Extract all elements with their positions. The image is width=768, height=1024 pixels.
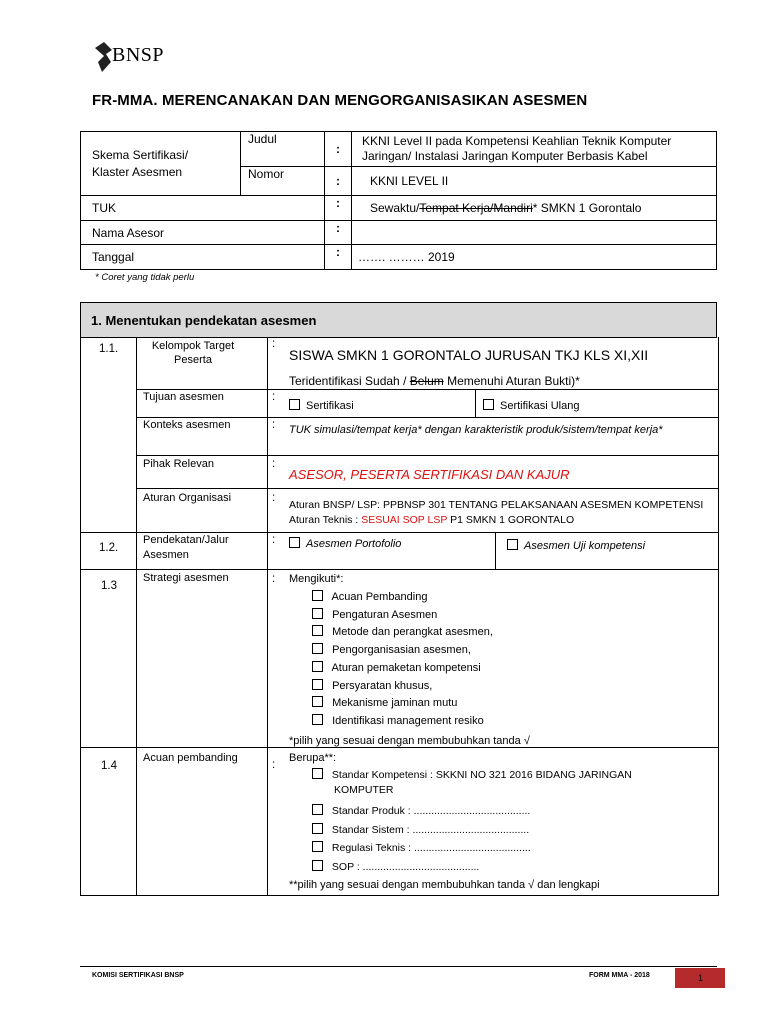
strategi-label: Strategi asesmen — [143, 572, 229, 584]
checkbox-icon[interactable] — [289, 537, 300, 548]
item-label: Identifikasi management resiko — [332, 714, 484, 727]
aturan-teknis-rest: P1 SMKN 1 GORONTALO — [447, 514, 575, 526]
nomor-value[interactable]: KKNI LEVEL II — [370, 174, 449, 188]
acuan-item[interactable] — [312, 839, 531, 858]
item-label: Mekanisme jaminan mutu — [332, 697, 458, 710]
header-table — [80, 131, 717, 270]
strategi-item[interactable] — [312, 642, 493, 660]
tanggal-label: Tanggal — [92, 250, 135, 264]
target-value[interactable]: SISWA SMKN 1 GORONTALO JURUSAN TKJ KLS XI,XII — [289, 347, 649, 363]
bnsp-emblem-icon — [92, 40, 114, 74]
strategi-item[interactable] — [312, 624, 493, 642]
judul-value[interactable]: KKNI Level II pada Kompetensi Keahlian Teknik Komputer Jaringan/ Instalasi Jaringan Komputer Berbasis Kabel — [362, 134, 672, 163]
colon: : — [336, 174, 340, 188]
aturan-line-1[interactable]: Aturan BNSP/ LSP: PPBNSP 301 TENTANG PELAKSANAAN ASESMEN KOMPETENSI — [289, 499, 704, 511]
strategi-item[interactable] — [312, 660, 493, 678]
item-label: Acuan Pembanding — [331, 591, 428, 603]
checkbox-icon[interactable] — [312, 625, 323, 636]
checkbox-icon[interactable] — [312, 679, 323, 690]
colon: : — [336, 196, 340, 210]
option-label: Sertifikasi — [306, 400, 354, 412]
acuan-item-standar-kompetensi[interactable] — [312, 768, 632, 798]
aturan-line-2[interactable] — [289, 514, 574, 526]
footer-form: FORM MMA - 2018 — [589, 972, 650, 979]
checkbox-icon[interactable] — [483, 399, 494, 410]
checkbox-icon[interactable] — [312, 768, 323, 779]
target-label: Kelompok Target Peserta — [151, 340, 235, 366]
strategi-item[interactable] — [312, 678, 493, 696]
konteks-value[interactable]: TUK simulasi/tempat kerja* dengan karakteristik produk/sistem/tempat kerja* — [289, 424, 663, 436]
note: * Coret yang tidak perlu — [95, 272, 195, 283]
option-label: Sertifikasi Ulang — [500, 400, 580, 412]
bnsp-logo — [92, 40, 172, 74]
checkbox-icon[interactable] — [312, 590, 323, 601]
checkbox-icon[interactable] — [312, 608, 323, 619]
item-label: Standar Sistem : ........................................ — [331, 823, 530, 836]
ident-b: Memenuhi Aturan Bukti)* — [443, 374, 580, 388]
item-label-cont: KOMPUTER — [334, 784, 394, 796]
tujuan-option-ulang[interactable] — [483, 399, 579, 412]
row-number: 1.2. — [99, 542, 119, 554]
checkbox-icon[interactable] — [312, 823, 323, 834]
checkbox-icon[interactable] — [507, 539, 518, 550]
identification-text[interactable] — [289, 374, 580, 388]
section-body: 1.1. Kelompok Target Peserta : SISWA SMKN 1 GORONTALO JURUSAN TKJ KLS XI,XII Teridentifikasi Sudah / Belum Memenuhi Aturan Bukti)* Tujuan asesmen : Sertifikasi Sertifikasi Ulang Konteks asesmen : TUK simulasi/tempat kerja* dengan karakteristik produk/sistem/tempat kerja* Pihak Relevan : ASESOR, PESERTA SERTIFIKASI DAN KAJUR Aturan Organisasi : Aturan BNSP/ LSP: PPBNSP 301 TENTANG PELAKSANAAN ASESMEN KOMPETENSI Aturan Teknis : SESUAI SOP LSP P1 SMKN 1 GORONTALO 1.2. Pendekatan/Jalur Asesmen : Asesmen Portofolio Asesmen Uji kompetensi 1.3 Strategi asesmen : Mengikuti*: Acuan Pembanding Pengaturan Asesmen Metode dan perangkat asesmen, Pengorganisasian asesmen, Aturan pemaketan kompetensi Persyaratan khusus, Mekanisme jaminan mutu Identifikasi management resiko *pilih yang sesuai dengan membubuhkan tanda √ 1.4 Acuan pembanding : Berupa**: Standar Kompetensi : SKKNI NO 321 2016 BIDANG JARINGAN KOMPUTER Standar Produk : ........................................ Standar Sistem : ........................................ Regulasi Teknis : ........................................ SOP : ........................................ **pilih yang sesuai dengan membubuhkan tanda √ dan lengkapi — [80, 337, 719, 896]
footer-divider — [80, 966, 717, 967]
strategi-intro: Mengikuti*: — [289, 573, 344, 585]
row-number: 1.1. — [99, 343, 119, 355]
strategi-item[interactable] — [312, 713, 493, 731]
option-uji-kompetensi[interactable] — [507, 539, 645, 552]
pendekatan-label: Pendekatan/Jalur Asesmen — [143, 534, 229, 561]
tuk-value-a: Sewaktu/ — [370, 201, 420, 215]
checkbox-icon[interactable] — [312, 643, 323, 654]
aturan-label: Aturan Organisasi — [143, 492, 232, 504]
tuk-label: TUK — [92, 201, 116, 215]
item-label: Regulasi Teknis : ........................................ — [331, 842, 531, 855]
strategi-item[interactable] — [312, 589, 493, 607]
item-label: Persyaratan khusus, — [332, 679, 433, 692]
item-label: Pengaturan Asesmen — [332, 608, 438, 621]
tujuan-label: Tujuan asesmen — [143, 391, 224, 403]
checkbox-icon[interactable] — [312, 841, 323, 852]
checkbox-icon[interactable] — [289, 399, 300, 410]
ident-a: Teridentifikasi Sudah / — [289, 374, 410, 388]
section-header-text: 1. Menentukan pendekatan asesmen — [91, 313, 317, 328]
item-label: Pengorganisasian asesmen, — [332, 644, 471, 657]
acuan-footnote: **pilih yang sesuai dengan membubuhkan tanda √ dan lengkapi — [289, 879, 600, 891]
nomor-label: Nomor — [248, 167, 285, 181]
tuk-value-b: * SMKN 1 Gorontalo — [532, 201, 642, 215]
acuan-intro: Berupa**: — [289, 752, 337, 764]
footer-org: KOMISI SERTIFIKASI BNSP — [92, 972, 184, 979]
acuan-item[interactable] — [312, 802, 531, 821]
nama-asesor-value[interactable] — [352, 221, 717, 245]
strategi-list — [312, 589, 493, 731]
acuan-label: Acuan pembanding — [143, 752, 238, 764]
section-header — [80, 302, 717, 338]
strategi-footnote: *pilih yang sesuai dengan membubuhkan tanda √ — [289, 735, 530, 747]
tuk-value[interactable] — [352, 196, 717, 221]
colon: : — [336, 142, 340, 156]
pihak-value[interactable]: ASESOR, PESERTA SERTIFIKASI DAN KAJUR — [289, 467, 570, 482]
checkbox-icon[interactable] — [312, 696, 323, 707]
skema-label: Skema Sertifikasi/ Klaster Asesmen — [92, 147, 189, 179]
judul-label: Judul — [248, 132, 277, 146]
checkbox-icon[interactable] — [312, 661, 323, 672]
strategi-item[interactable] — [312, 695, 493, 713]
aturan-teknis-label: Aturan Teknis : — [289, 514, 362, 526]
option-label: Asesmen Portofolio — [306, 538, 402, 550]
row-number: 1.4 — [101, 760, 117, 772]
tujuan-option-sertifikasi[interactable] — [289, 399, 354, 412]
konteks-label: Konteks asesmen — [143, 419, 231, 431]
strategi-item[interactable] — [312, 607, 493, 625]
pihak-label: Pihak Relevan — [143, 458, 214, 470]
page-number: 1 — [698, 973, 704, 983]
checkbox-icon[interactable] — [312, 860, 323, 871]
option-portofolio[interactable] — [289, 537, 401, 550]
checkbox-icon[interactable] — [312, 804, 323, 815]
tuk-value-strike: Tempat Kerja/Mandiri — [419, 201, 533, 215]
acuan-item[interactable] — [312, 821, 531, 840]
nama-asesor-label: Nama Asesor — [92, 225, 165, 240]
ident-strike: Belum — [409, 374, 444, 388]
acuan-list — [312, 802, 531, 877]
page-title: FR-MMA. MERENCANAKAN DAN MENGORGANISASIKAN ASESMEN — [92, 92, 588, 109]
item-label: Metode dan perangkat asesmen, — [332, 626, 493, 639]
row-number: 1.3 — [101, 580, 117, 592]
checkbox-icon[interactable] — [312, 714, 323, 725]
item-label: Standar Kompetensi : SKKNI NO 321 2016 BIDANG JARINGAN — [331, 769, 632, 781]
aturan-teknis-red: SESUAI SOP LSP — [361, 514, 448, 526]
tanggal-value[interactable]: ……. ……… 2019 — [358, 250, 455, 264]
option-label: Asesmen Uji kompetensi — [524, 540, 646, 552]
item-label: Standar Produk : ........................................ — [331, 805, 531, 817]
item-label: Aturan pemaketan kompetensi — [331, 661, 481, 674]
colon: : — [336, 245, 340, 259]
acuan-item[interactable] — [312, 858, 531, 877]
logo-text: BNSP — [112, 44, 165, 66]
item-label: SOP : ........................................ — [331, 861, 480, 874]
colon: : — [336, 221, 340, 235]
